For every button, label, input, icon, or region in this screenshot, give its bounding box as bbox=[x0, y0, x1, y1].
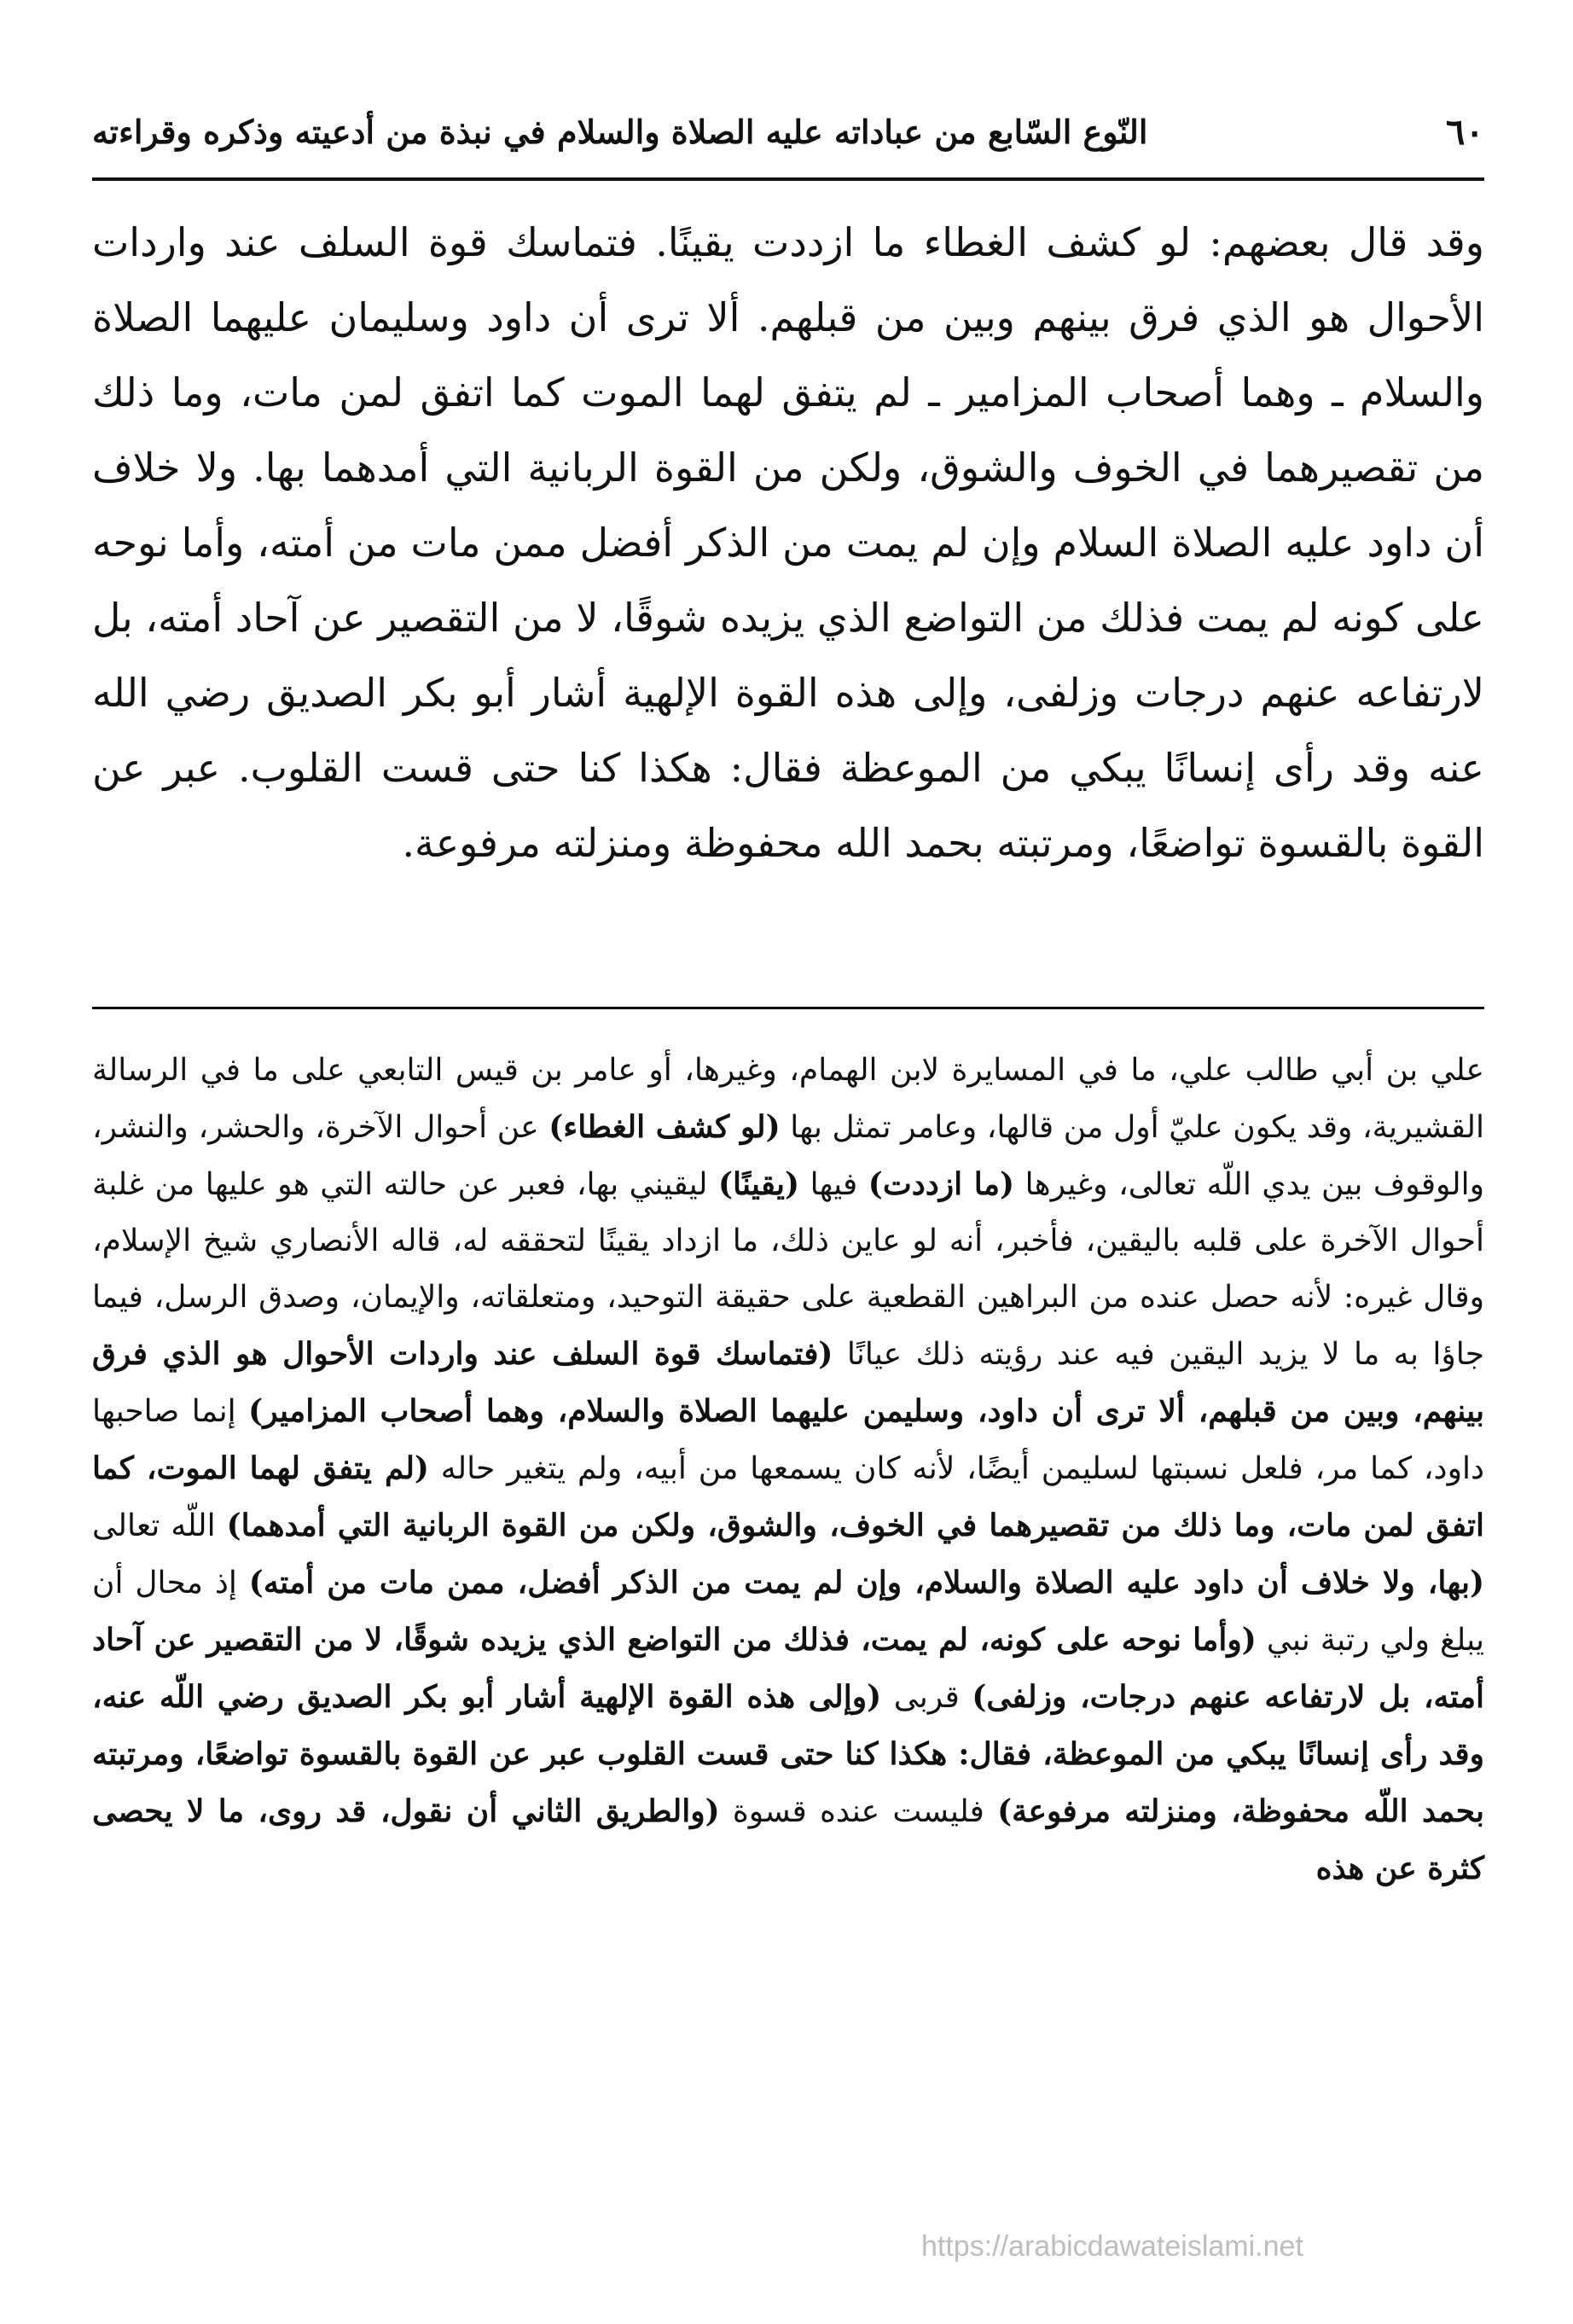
footnote-quote: (والطريق الثاني أن نقول، قد روى، ما لا يحصى كثرة عن هذه bbox=[92, 1793, 1484, 1886]
footnote-segment: فليست عنده قسوة bbox=[719, 1794, 998, 1829]
footnote-quote: (فتماسك قوة السلف عند واردات الأحوال هو الذي فرق بينهم، وبين من قبلهم، ألا ترى أن داود، وسليمن عليهما الصلاة والسلام، وهما أصحاب المزامير) bbox=[92, 1336, 1484, 1429]
footnote-segment: فيها bbox=[799, 1167, 868, 1202]
footnote-quote: (وأما نوحه على كونه، لم يمت، فذلك من التواضع الذي يزيده شوقًا، لا من التقصير عن آحاد أمته، بل لارتفاعه عنهم درجات، وزلفى) bbox=[92, 1622, 1484, 1715]
footnote-quote: (بها، ولا خلاف أن داود عليه الصلاة والسلام، وإن لم يمت من الذكر أفضل، ممن مات من أمته) bbox=[248, 1565, 1484, 1601]
source-watermark: https://arabicdawateislami.net bbox=[921, 2230, 1303, 2263]
footnote-segment: اللّه تعالى bbox=[92, 1508, 227, 1543]
footnote-segment: علي بن أبي طالب علي، ما في المسايرة لابن الهمام، وغيرها، أو عامر بن قيس التابعي على ما في الرسالة القشيرية، وقد يكون عليّ أول من قالها، وعامر تمثل بها bbox=[92, 1053, 1484, 1145]
running-header bbox=[92, 96, 1484, 167]
header-rule bbox=[92, 177, 1484, 181]
footnote-commentary bbox=[92, 1043, 1484, 1897]
footnote-segment: قربى bbox=[881, 1680, 972, 1715]
footnote-quote: (يقينًا) bbox=[718, 1166, 800, 1202]
footnote-quote: (وإلى هذه القوة الإلهية أشار أبو بكر الصديق رضي اللّه عنه، وقد رأى إنسانًا يبكي من الموعظة، فقال: هكذا كنا حتى قست القلوب عبر عن القوة بالقسوة تواضعًا، ومرتبته بحمد اللّه محفوظة، ومنزلته مرفوعة) bbox=[92, 1679, 1484, 1829]
footnote-quote: (لم يتفق لهما الموت، كما اتفق لمن مات، وما ذلك من تقصيرهما في الخوف، والشوق، ولكن من القوة الربانية التي أمدهما) bbox=[92, 1450, 1484, 1543]
footnote-quote: (لو كشف الغطاء) bbox=[549, 1109, 781, 1145]
footnote-quote: (ما ازددت) bbox=[868, 1166, 1015, 1202]
footnote-segment: عن أحوال الآخرة، والحشر، والنشر، والوقوف بين يدي اللّه تعالى، وغيرها bbox=[92, 1110, 1484, 1202]
book-page bbox=[92, 96, 1484, 2280]
footnote-segment: ليقيني بها، فعبر عن حالته التي هو عليها من غلبة أحوال الآخرة على قلبه باليقين، فأخبر، أنه لو عاين ذلك، ما ازداد يقينًا لتحققه له، قاله الأنصاري شيخ الإسلام، وقال غيره: لأنه حصل عنده من البراهين القطعية على حقيقة التوحيد، ومتعلقاته، والإيمان، وصدق الرسل، فيما جاؤا به ما لا يزيد اليقين فيه عند رؤيته ذلك عيانًا bbox=[92, 1167, 1484, 1372]
footnote-separator bbox=[92, 1007, 1484, 1009]
chapter-title: النّوع السّابع من عباداته عليه الصلاة والسلام في نبذة من أدعيته وذكره وقراءته bbox=[92, 112, 1148, 151]
footnote-segment: إذ محال أن يبلغ ولي رتبة نبي bbox=[92, 1566, 1484, 1658]
page-number: ٦٠ bbox=[1445, 110, 1484, 153]
main-body-text: وقد قال بعضهم: لو كشف الغطاء ما ازددت يقينًا. فتماسك قوة السلف عند واردات الأحوال هو الذي فرق بينهم وبين من قبلهم. ألا ترى أن داود وسليمان عليهما الصلاة والسلام ـ وهما أصحاب المزامير ـ لم يتفق لهما الموت كما اتفق لمن مات، وما ذلك من تقصيرهما في الخوف والشوق، ولكن من القوة الربانية التي أمدهما بها. ولا خلاف أن داود عليه الصلاة السلام وإن لم يمت من الذكر أفضل ممن مات من أمته، وأما نوحه على كونه لم يمت فذلك من التواضع الذي يزيده شوقًا، لا من التقصير عن آحاد أمته، بل لارتفاعه عنهم درجات وزلفى، وإلى هذه القوة الإلهية أشار أبو بكر الصديق رضي الله عنه وقد رأى إنسانًا يبكي من الموعظة فقال: هكذا كنا حتى قست القلوب. عبر عن القوة بالقسوة تواضعًا، ومرتبته بحمد الله محفوظة ومنزلته مرفوعة. bbox=[92, 219, 1484, 866]
footnote-segment: إنما صاحبها داود، كما مر، فلعل نسبتها لسليمن أيضًا، لأنه كان يسمعها من أبيه، ولم يتغير حاله bbox=[92, 1394, 1484, 1486]
